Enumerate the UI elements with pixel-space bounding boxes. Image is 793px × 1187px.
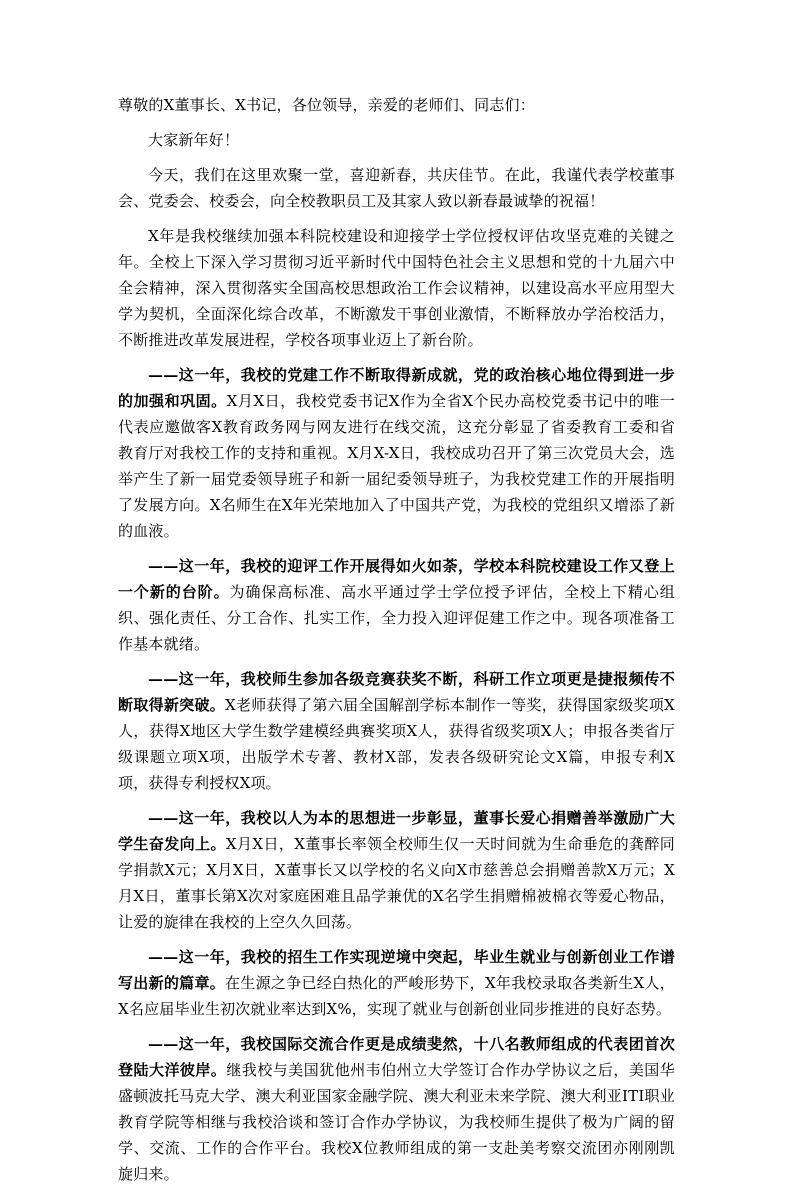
section-donations xyxy=(118,805,675,935)
section-enrollment-employment xyxy=(118,944,675,1022)
section-body: 在生源之争已经白热化的严峻形势下，X年我校录取各类新生X人，X名应届毕业生初次就业率达到X%，实现了就业与创新创业同步推进的良好态势。 xyxy=(118,974,675,1018)
greeting: 大家新年好！ xyxy=(148,131,240,149)
document-page xyxy=(118,92,675,1187)
section-lead: ——这一年，我校国际交流合作更是成绩斐然，十八名教师组成的代表团首次登陆大洋彼岸。 xyxy=(118,1035,675,1079)
section-party-building xyxy=(118,362,675,544)
section-body: X老师获得了第六届全国解剖学标本制作一等奖，获得国家级奖项X人，获得X地区大学生数学建模经典赛奖项X人，获得省级奖项X人；申报各类省厅级课题立项X项，出版学术专著、教材X部，发表各级研究论文X篇，申报专利X项，获得专利授权X项。 xyxy=(118,696,675,792)
salutation: 尊敬的X董事长、X书记，各位领导，亲爱的老师们、同志们： xyxy=(118,96,535,114)
opening-paragraph: 今天，我们在这里欢聚一堂，喜迎新春，共庆佳节。在此，我谨代表学校董事会、党委会、校委会，向全校教职员工及其家人致以新春最诚挚的祝福！ xyxy=(118,166,675,210)
section-lead: ——这一年，我校的党建工作不断取得新成就，党的政治核心地位得到进一步的加强和巩固。 xyxy=(118,366,675,410)
section-body: X月X日，X董事长率领全校师生仅一天时间就为生命垂危的龚醉同学捐款X元；X月X日，X董事长又以学校的名义向X市慈善总会捐赠善款X万元；X月X日，董事长第X次对家庭困难且品学兼优的X名学生捐赠棉被棉衣等爱心物品，让爱的旋律在我校的上空久久回荡。 xyxy=(118,835,675,931)
section-international xyxy=(118,1031,675,1187)
section-body: 为确保高标准、高水平通过学士学位授予评估，全校上下精心组织、强化责任、分工合作、扎实工作，全力投入迎评促建工作之中。现各项准备工作基本就绪。 xyxy=(118,583,675,653)
section-lead: ——这一年，我校的招生工作实现逆境中突起，毕业生就业与创新创业工作谱写出新的篇章。 xyxy=(118,948,675,992)
section-lead: ——这一年，我校以人为本的思想进一步彰显，董事长爱心捐赠善举激励广大学生奋发向上。 xyxy=(118,809,675,853)
section-competitions-research xyxy=(118,666,675,796)
section-evaluation xyxy=(118,553,675,657)
section-lead: ——这一年，我校的迎评工作开展得如火如荼，学校本科院校建设工作又登上一个新的台阶。 xyxy=(118,557,675,601)
section-lead: ——这一年，我校师生参加各级竞赛获奖不断，科研工作立项更是捷报频传不断取得新突破。 xyxy=(118,670,675,714)
overview-paragraph: X年是我校继续加强本科院校建设和迎接学士学位授权评估攻坚克难的关键之年。全校上下深入学习贯彻习近平新时代中国特色社会主义思想和党的十九届六中全会精神，深入贯彻落实全国高校思想政治工作会议精神，以建设高水平应用型大学为契机，全面深化综合改革，不断激发干事创业激情，不断释放办学治校活力，不断推进改革发展进程，学校各项事业迈上了新台阶。 xyxy=(118,227,675,349)
section-body: X月X日，我校党委书记X作为全省X个民办高校党委书记中的唯一代表应邀做客X教育政务网与网友进行在线交流，这充分彰显了省委教育工委和省教育厅对我校工作的支持和重视。X月X-X日，我校成功召开了第三次党员大会，选举产生了新一届党委领导班子和新一届纪委领导班子，为我校党建工作的开展指明了发展方向。X名师生在X年光荣地加入了中国共产党，为我校的党组织又增添了新的血液。 xyxy=(118,392,676,540)
section-body: 继我校与美国犹他州韦伯州立大学签订合作办学协议之后，美国华盛顿波托马克大学、澳大利亚国家金融学院、澳大利亚未来学院、澳大利亚ITI职业教育学院等相继与我校洽谈和签订合作办学协议，为我校师生提供了极为广阔的留学、交流、工作的合作平台。我校X位教师组成的第一支赴美考察交流团亦刚刚凯旋归来。 xyxy=(118,1061,675,1183)
